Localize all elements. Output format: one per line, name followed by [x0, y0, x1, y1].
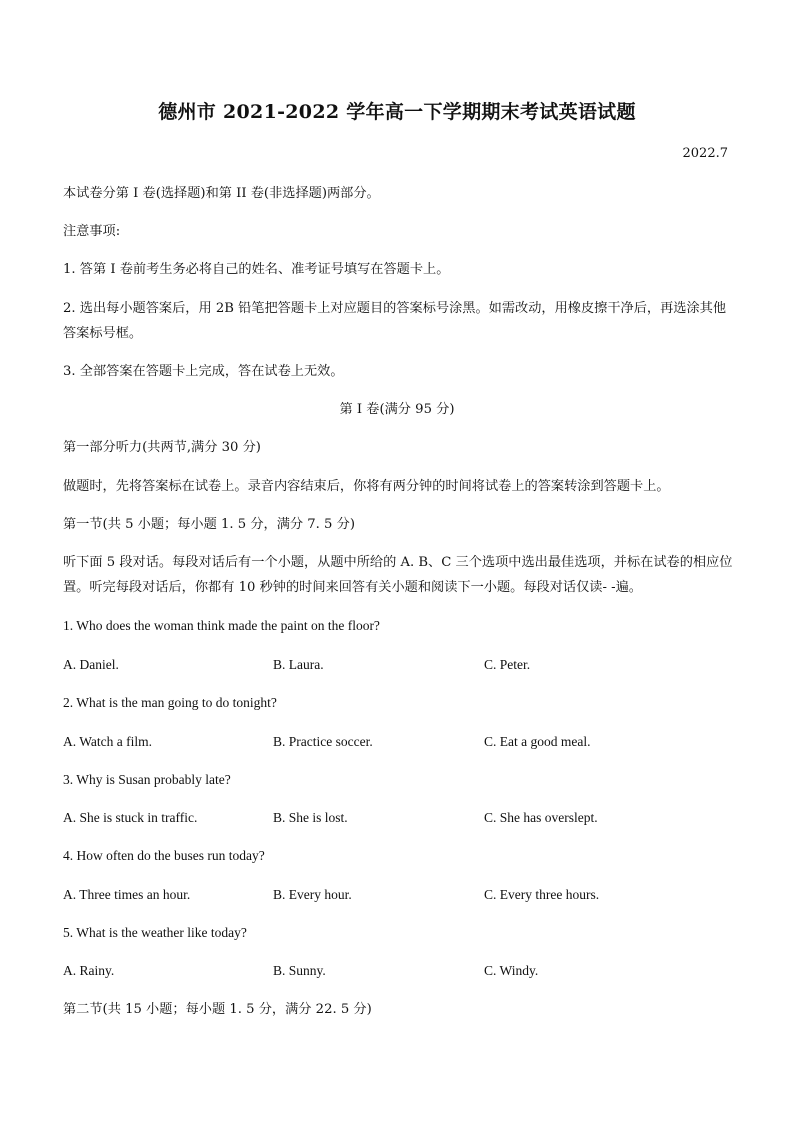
question-2: 2. What is the man going to do tonight? [63, 695, 277, 710]
question-4: 4. How often do the buses run today? [63, 848, 265, 863]
option-c: C. Windy. [484, 963, 539, 978]
option-b: B. Practice soccer. [273, 734, 373, 749]
note-3: 3. 全部答案在答题卡上完成，答在试卷上无效。 [63, 364, 344, 379]
option-a: A. Daniel. [63, 657, 119, 672]
paper-structure-note: 本试卷分第 I 卷(选择题)和第 II 卷(非选择题)两部分。 [63, 186, 380, 201]
question-5: 5. What is the weather like today? [63, 925, 247, 940]
section-2-heading: 第二节(共 15 小题；每小题 1. 5 分，满分 22. 5 分) [63, 1002, 372, 1017]
option-a: A. Three times an hour. [63, 887, 191, 902]
option-a: A. She is stuck in traffic. [63, 810, 198, 825]
question-3: 3. Why is Susan probably late? [63, 772, 231, 787]
section-1-heading: 第一节(共 5 小题；每小题 1. 5 分，满分 7. 5 分) [63, 517, 355, 532]
exam-title: 德州市 2021-2022 学年高一下学期期末考试英语试题 [158, 101, 636, 123]
option-c: C. Every three hours. [484, 887, 600, 902]
question-1: 1. Who does the woman think made the paint on the floor? [63, 618, 380, 633]
option-c: C. Eat a good meal. [484, 734, 591, 749]
volume-1-heading: 第 I 卷(满分 95 分) [339, 402, 455, 417]
option-b: B. Sunny. [273, 963, 326, 978]
note-2: 2. 选出每小题答案后，用 2B 铅笔把答题卡上对应题目的答案标号涂黑。如需改动，用橡皮擦干净后，再选涂其他答案标号框。 [63, 301, 727, 341]
option-c: C. Peter. [484, 657, 531, 672]
part-1-heading: 第一部分听力(共两节,满分 30 分) [63, 440, 261, 455]
option-b: B. She is lost. [273, 810, 348, 825]
notes-heading: 注意事项: [63, 224, 121, 239]
exam-date: 2022.7 [682, 146, 728, 161]
option-b: B. Laura. [273, 657, 324, 672]
option-c: C. She has overslept. [484, 810, 598, 825]
option-b: B. Every hour. [273, 887, 352, 902]
note-1: 1. 答第 I 卷前考生务必将自己的姓名、准考证号填写在答题卡上。 [63, 262, 450, 277]
section-1-instruction: 听下面 5 段对话。每段对话后有一个小题，从题中所给的 A. B、C 三个选项中选出最佳选项，并标在试卷的相应位置。听完每段对话后，你都有 10 秒钟的时间来回答有关小题和阅读下一小题。每段对话仅读- -遍。 [63, 555, 733, 595]
option-a: A. Rainy. [63, 963, 115, 978]
option-a: A. Watch a film. [63, 734, 153, 749]
part-1-instruction: 做题时，先将答案标在试卷上。录音内容结束后，你将有两分钟的时间将试卷上的答案转涂到答题卡上。 [63, 479, 670, 494]
